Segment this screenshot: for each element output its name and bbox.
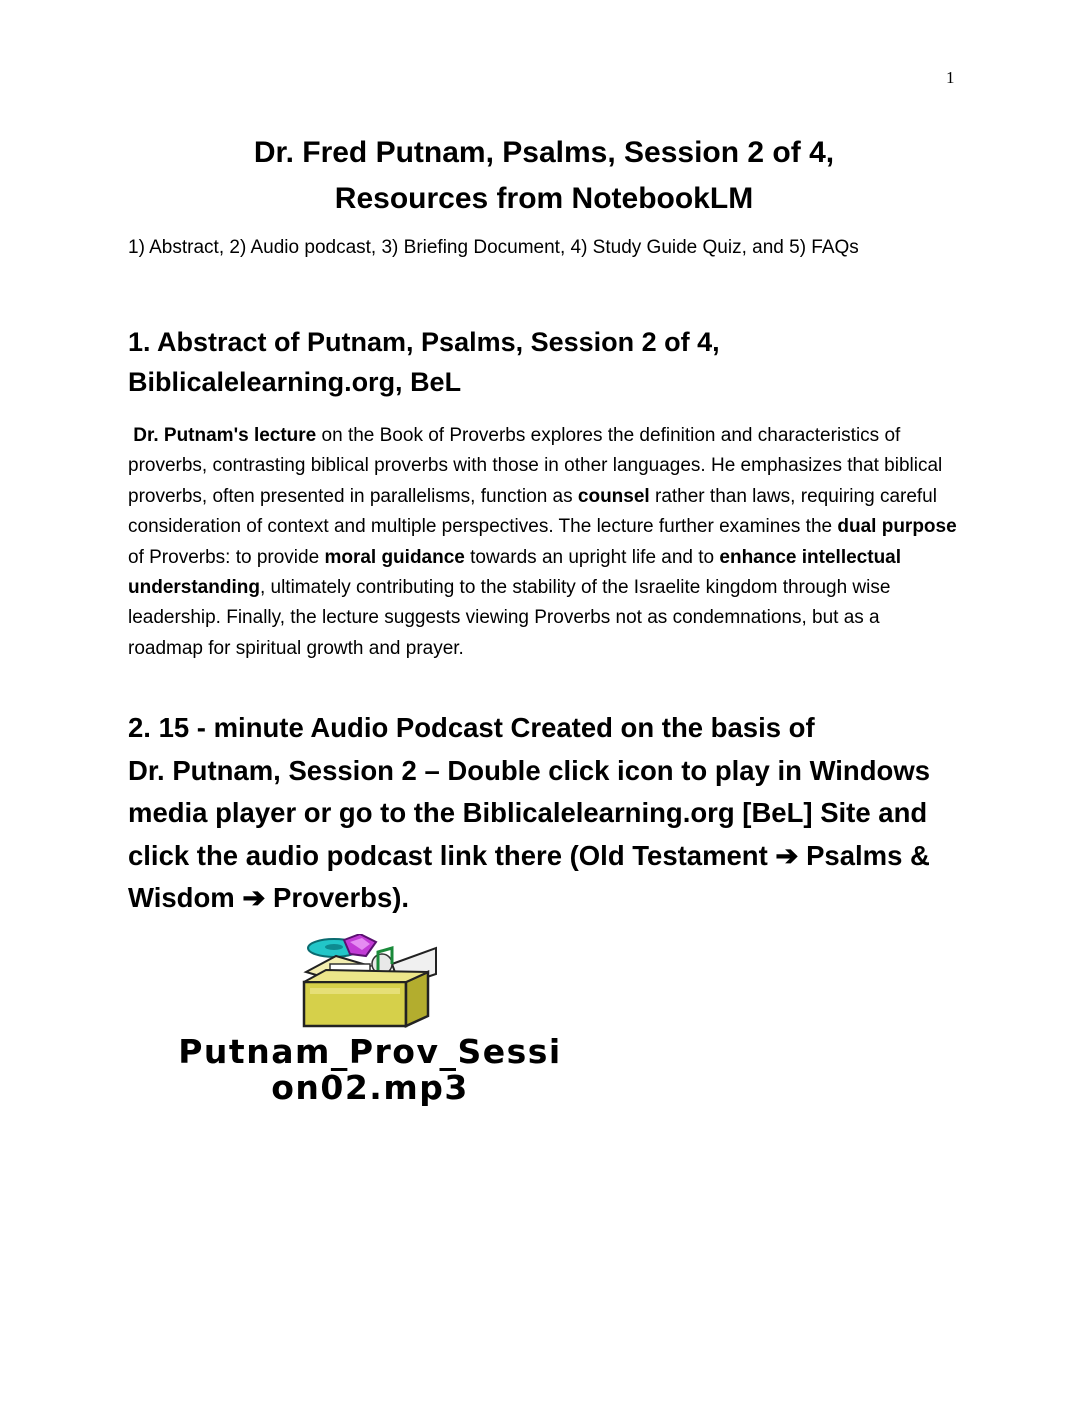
file-label-line-1: Putnam_Prov_Sessi (178, 1032, 562, 1071)
abstract-bold-lecture: Dr. Putnam's lecture (133, 425, 317, 446)
abstract-text-1: on the Book of Proverbs explores the definition and characteristics of proverbs, contrasting biblical proverbs with those in other languages. He emphasizes that biblical proverbs, often presented in parallelisms, function as (128, 425, 943, 507)
abstract-heading (128, 322, 968, 402)
abstract-bold-counsel: counsel (577, 485, 650, 507)
media-package-icon[interactable] (296, 934, 442, 1030)
podcast-heading-line-2: Dr. Putnam, Session 2 – Double click icon to play in Windows (128, 754, 930, 786)
page-number: 1 (946, 68, 955, 87)
abstract-heading-line-2: Biblicalelearning.org, BeL (128, 367, 462, 397)
arrow-right-icon: ➔ (775, 839, 799, 871)
podcast-heading-line-1: 2. 15 - minute Audio Podcast Created on the basis of (128, 712, 815, 743)
arrow-right-icon: ➔ (242, 882, 266, 913)
abstract-text-3: of Proverbs: to provide (128, 546, 325, 568)
abstract-bold-dual-purpose: dual purpose (837, 516, 957, 538)
podcast-heading (128, 707, 978, 920)
abstract-paragraph (128, 421, 958, 664)
abstract-text-2: rather than laws, requiring careful consideration of context and multiple perspectives. The lecture further examines the (128, 485, 937, 538)
podcast-heading-line-5 (128, 877, 978, 920)
page-title (0, 130, 1088, 222)
podcast-heading-line-4b: Psalms & (798, 839, 930, 871)
file-label-line-2: on02.mp3 (271, 1068, 469, 1107)
abstract-text-5: , ultimately contributing to the stability of the Israelite kingdom through wise leadership. Finally, the lecture suggests viewing Proverbs not as condemnations, but as a roadmap for spiritual growth and prayer. (128, 577, 891, 659)
title-line-2: Resources from NotebookLM (334, 182, 754, 215)
podcast-heading-line-4 (128, 835, 978, 878)
abstract-text-4: towards an upright life and to (464, 546, 720, 568)
abstract-bold-intellectual: enhance intellectual understanding (128, 546, 902, 599)
contents-list: 1) Abstract, 2) Audio podcast, 3) Briefing Document, 4) Study Guide Quiz, and 5) FAQs (128, 237, 859, 258)
podcast-heading-line-5a: Wisdom (128, 882, 243, 913)
podcast-heading-line-3: media player or go to the Biblicalelearning.org [BeL] Site and (128, 797, 928, 828)
abstract-bold-moral-guidance: moral guidance (324, 546, 465, 568)
podcast-heading-line-5b: Proverbs). (265, 882, 410, 913)
abstract-heading-line-1: 1. Abstract of Putnam, Psalms, Session 2 of 4, (128, 327, 720, 357)
file-label[interactable] (140, 1034, 600, 1106)
podcast-heading-line-4a: click the audio podcast link there (Old Testament (128, 839, 776, 871)
title-line-1: Dr. Fred Putnam, Psalms, Session 2 of 4, (253, 136, 835, 169)
